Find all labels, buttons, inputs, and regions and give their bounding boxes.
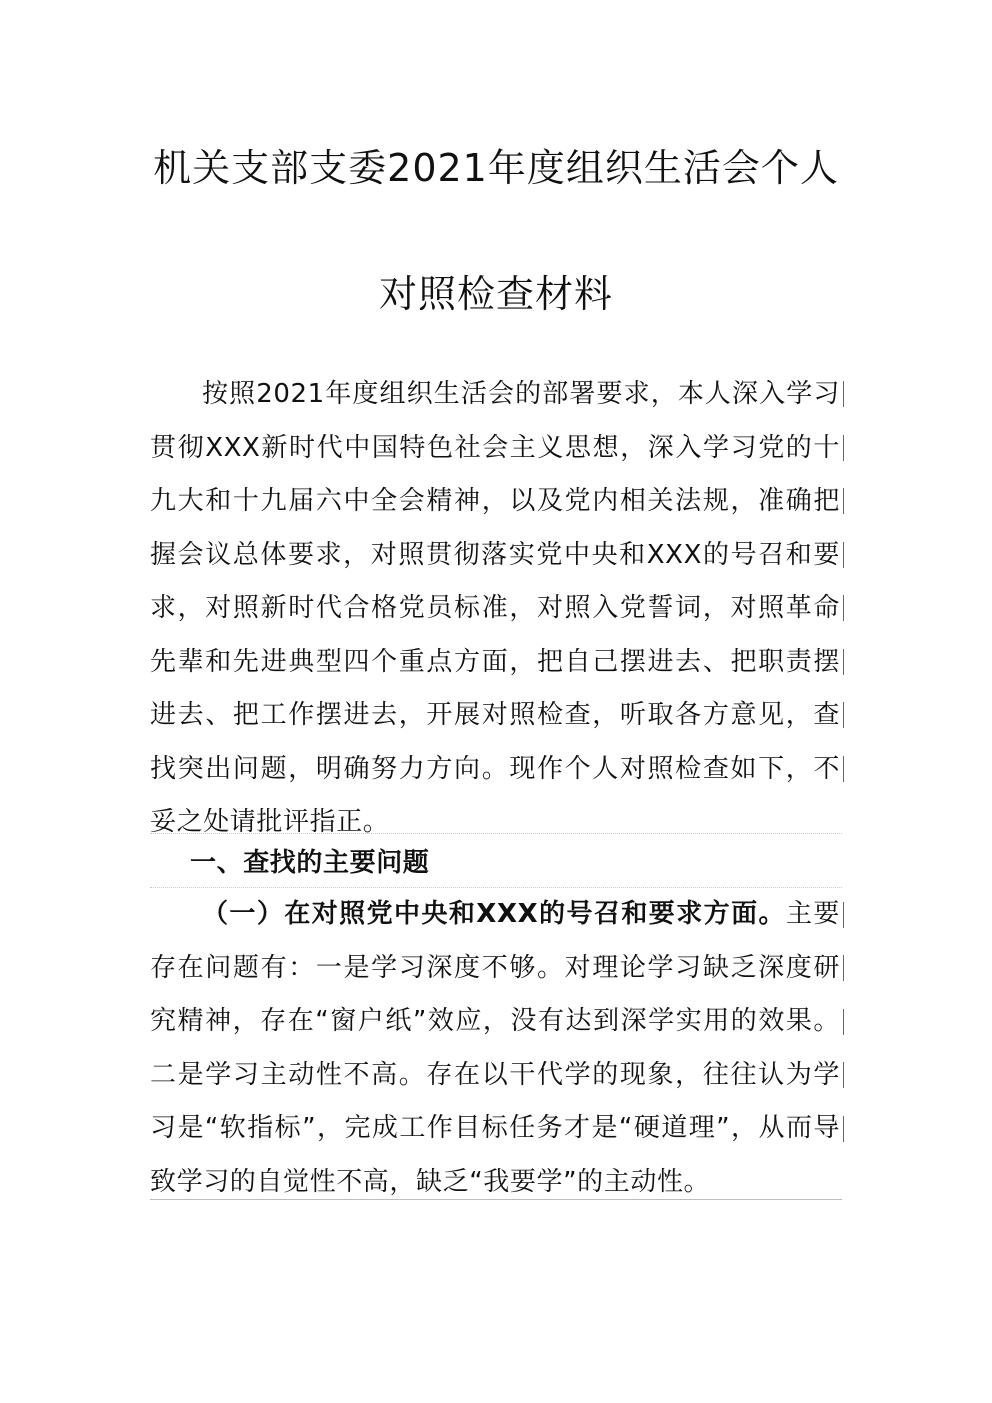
revision-bar <box>843 595 844 621</box>
revision-bar <box>843 1116 844 1142</box>
subsection-1 <box>150 888 840 1209</box>
revision-bar <box>843 702 844 728</box>
subsection-1-paragraph <box>150 888 840 1209</box>
revision-bar <box>843 955 844 981</box>
revision-bar <box>843 902 844 928</box>
subsection-1-body: 主要存在问题有：一是学习深度不够。对理论学习缺乏深度研究精神，存在“窗户纸”效应，没有达到深学实用的效果。二是学习主动性不高。存在以干代学的现象，往往认为学习是“软指标”，完成工作目标任务才是“硬道理”，从而导致学习的自觉性不高，缺乏“我要学”的主动性。 <box>150 899 840 1197</box>
intro-section <box>150 368 840 850</box>
divider <box>150 833 842 834</box>
document-title-line2: 对照检查材料 <box>378 272 613 316</box>
document-title-line1: 机关支部支委2021年度组织生活会个人 <box>153 146 839 190</box>
revision-bar <box>843 1009 844 1035</box>
revision-bar <box>843 381 844 407</box>
intro-paragraph: 按照2021年度组织生活会的部署要求，本人深入学习贯彻XXX新时代中国特色社会主义思想，深入学习党的十九大和十九届六中全会精神，以及党内相关法规，准确把握会议总体要求，对照贯彻落实党中央和XXX的号召和要求，对照新时代合格党员标准，对照入党誓词，对照革命先辈和先进典型四个重点方面，把自己摆进去、把职责摆进去、把工作摆进去，开展对照检查，听取各方意见，查找突出问题，明确努力方向。现作个人对照检查如下，不妥之处请批评指正。 <box>150 379 840 837</box>
revision-bar <box>843 542 844 568</box>
revision-bar <box>843 649 844 675</box>
revision-bar <box>843 435 844 461</box>
section-heading: 一、查找的主要问题 <box>190 848 430 878</box>
subsection-1-heading: （一）在对照党中央和XXX的号召和要求方面。 <box>202 899 786 929</box>
revision-bar <box>843 1062 844 1088</box>
divider <box>150 1199 842 1200</box>
revision-bar <box>843 756 844 782</box>
revision-bar <box>843 488 844 514</box>
